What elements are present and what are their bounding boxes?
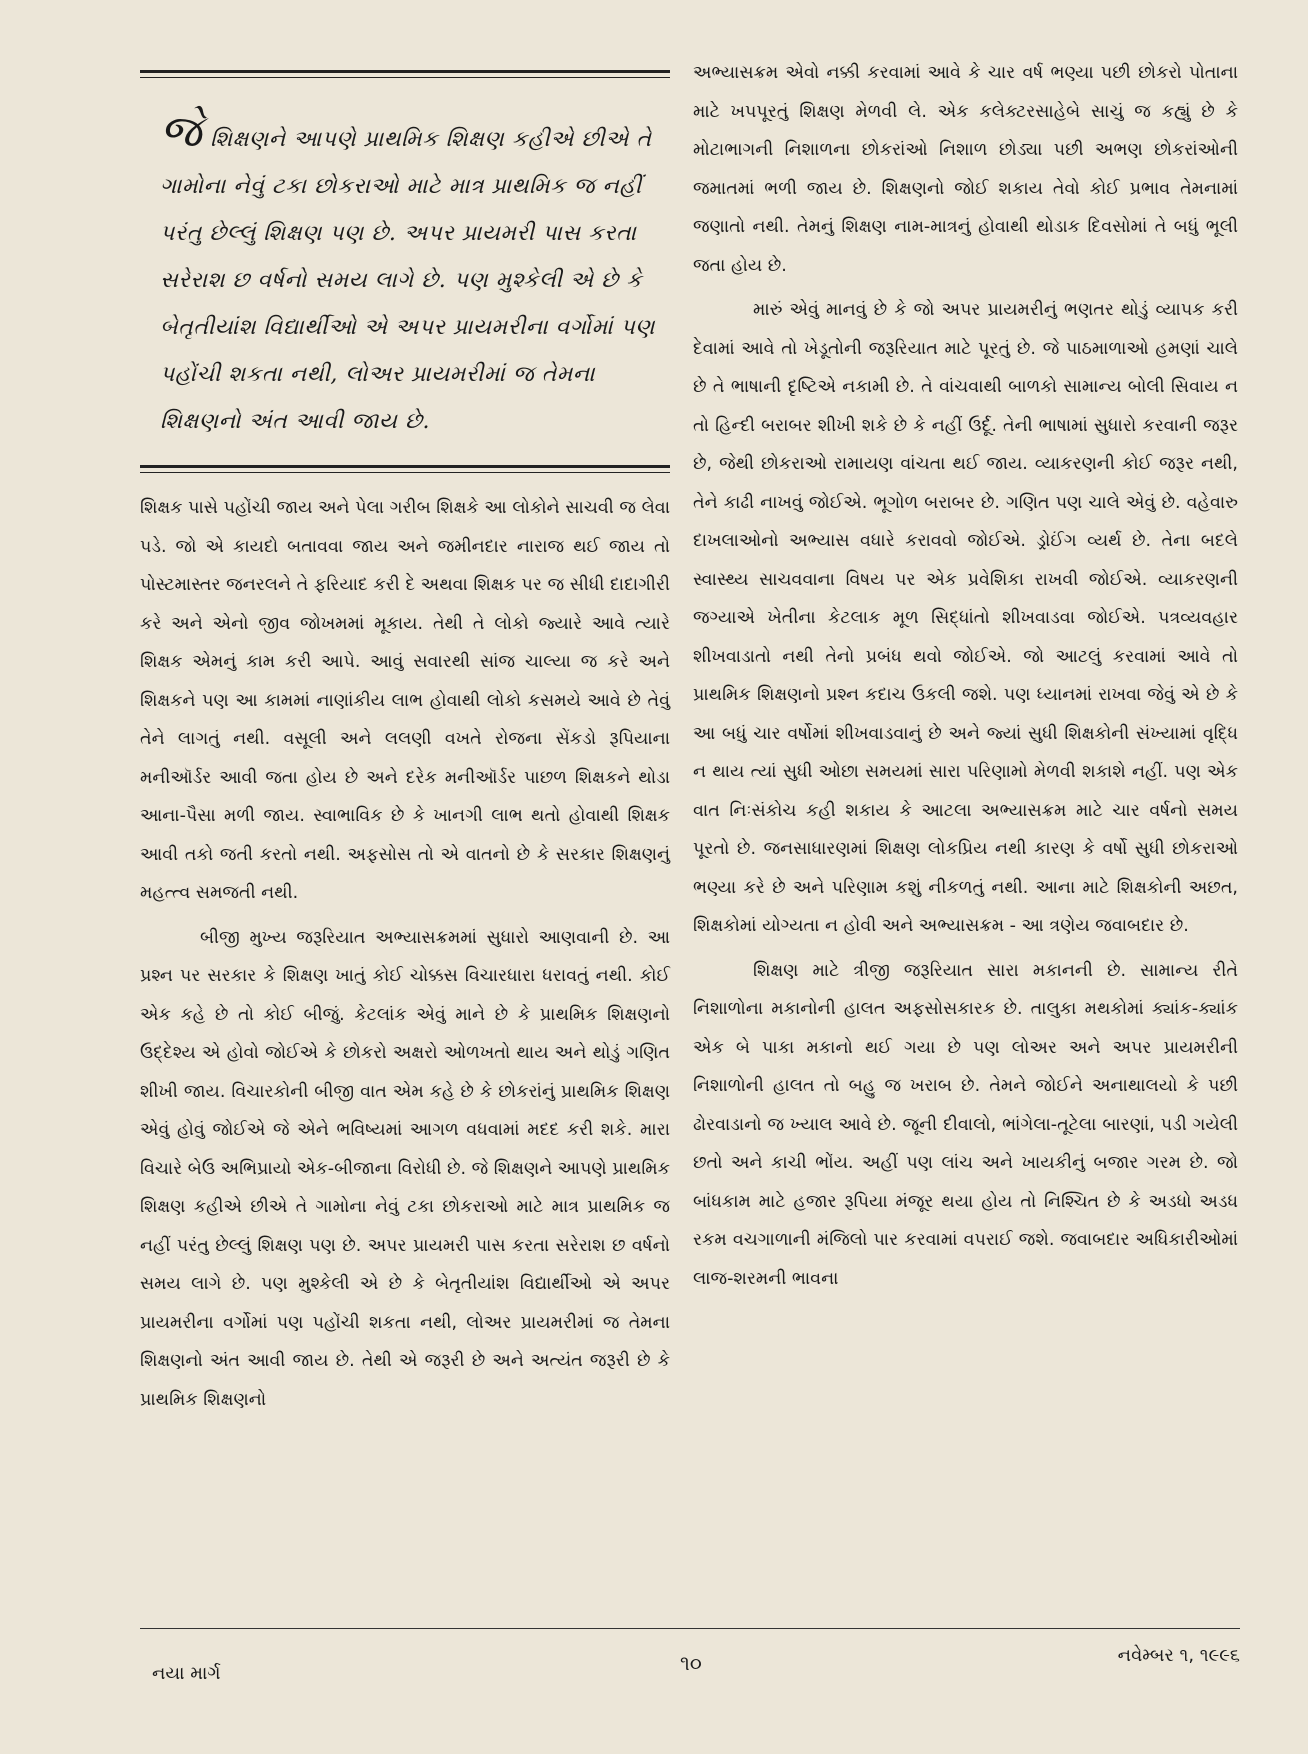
left-paragraph-1: શિક્ષક પાસે પહોંચી જાય અને પેલા ગરીબ શિક્ષકે આ લોકોને સાચવી જ લેવા પડે. જો એ કાયદો બતાવવા જાય અને જમીનદાર નારાજ થઈ જાય તો પોસ્ટમાસ્તર જનરલને તે ફરિયાદ કરી દે અથવા શિક્ષક પર જ સીધી દાદાગીરી કરે અને એનો જીવ જોખમમાં મૂકાય. તેથી તે લોકો જ્યારે આવે ત્યારે શિક્ષક એમનું કામ કરી આપે. આવું સવારથી સાંજ ચાલ્યા જ કરે અને શિક્ષકને પણ આ કામમાં નાણાંકીય લાભ હોવાથી લોકો કસમયે આવે છે તેવું તેને લાગતું નથી. વસૂલી અને લલણી વખતે રોજના સેંકડો રૂપિયાના મનીઑર્ડર આવી જતા હોય છે અને દરેક મનીઑર્ડર પાછળ શિક્ષકને થોડા આના-પૈસા મળી જાય. સ્વાભાવિક છે કે ખાનગી લાભ થતો હોવાથી શિક્ષક આવી તકો જતી કરતો નથી. અફસોસ તો એ વાતનો છે કે સરકાર શિક્ષણનું મહત્ત્વ સમજતી નથી. [140,498,670,903]
right-paragraph-2: મારું એવું માનવું છે કે જો અપર પ્રાયમરીનું ભણતર થોડું વ્યાપક કરી દેવામાં આવે તો ખેડૂતોની જરૂરિયાત માટે પૂરતું છે. જે પાઠમાળાઓ હમણાં ચાલે છે તે ભાષાની દૃષ્ટિએ નકામી છે. તે વાંચવાથી બાળકો સામાન્ય બોલી સિવાય ન તો હિન્દી બરાબર શીખી શકે છે કે નહીં ઉર્દૂ. તેની ભાષામાં સુધારો કરવાની જરૂર છે, જેથી છોકરાઓ રામાયણ વાંચતા થઈ જાય. વ્યાકરણની કોઈ જરૂર નથી, તેને કાઢી નાખવું જોઈએ. ભૂગોળ બરાબર છે. ગણિત પણ ચાલે એવું છે. વહેવારુ દાખલાઓનો અભ્યાસ વધારે કરાવવો જોઈએ. ડ્રોઈંગ વ્યર્થ છે. તેના બદલે સ્વાસ્થ્ય સાચવવાના વિષય પર એક પ્રવેશિકા રાખવી જોઈએ. વ્યાકરણની જગ્યાએ ખેતીના કેટલાક મૂળ સિદ્ધાંતો શીખવાડવા જોઈએ. પત્રવ્યવહાર શીખવાડાતો નથી તેનો પ્રબંધ થવો જોઈએ. જો આટલું કરવામાં આવે તો પ્રાથમિક શિક્ષણનો પ્રશ્ન કદાચ ઉકલી જશે. પણ ધ્યાનમાં રાખવા જેવું એ છે કે આ બધું ચાર વર્ષોમાં શીખવાડવાનું છે અને જ્યાં સુધી શિક્ષકોની સંખ્યામાં વૃદ્ધિ ન થાય ત્યાં સુધી ઓછા સમયમાં સારા પરિણામો મેળવી શકાશે નહીં. પણ એક વાત નિઃસંકોચ કહી શકાય કે આટલા અભ્યાસક્રમ માટે ચાર વર્ષનો સમય પૂરતો છે. જનસાધારણમાં શિક્ષણ લોકપ્રિય નથી કારણ કે વર્ષો સુધી છોકરાઓ ભણ્યા કરે છે અને પરિણામ કશું નીકળતું નથી. આના માટે શિક્ષકોની અછત, શિક્ષકોમાં યોગ્યતા ન હોવી અને અભ્યાસક્રમ - આ ત્રણેય જવાબદાર છે. [693,300,1238,936]
page-footer [140,1645,1240,1685]
left-column [140,70,670,1419]
pullquote-body: શિક્ષણને આપણે પ્રાથમિક શિક્ષણ કહીએ છીએ તે ગામોના નેવું ટકા છોકરાઓ માટે માત્ર પ્રાથમિક જ નહીં પરંતુ છેલ્લું શિક્ષણ પણ છે. અપર પ્રાયમરી પાસ કરતા સરેરાશ છ વર્ષનો સમય લાગે છે. પણ મુશ્કેલી એ છે કે બેતૃતીયાંશ વિદ્યાર્થીઓ એ અપર પ્રાયમરીના વર્ગોમાં પણ પહોંચી શકતા નથી, લોઅર પ્રાયમરીમાં જ તેમના શિક્ષણનો અંત આવી જાય છે. [160,127,655,434]
pullquote-dropcap: જે [160,106,203,157]
pullquote-bottom-rule [140,465,670,473]
right-paragraph-3: શિક્ષણ માટે ત્રીજી જરૂરિયાત સારા મકાનની છે. સામાન્ય રીતે નિશાળોના મકાનોની હાલત અફસોસકારક છે. તાલુકા મથકોમાં ક્યાંક-ક્યાંક એક બે પાકા મકાનો થઈ ગયા છે પણ લોઅર અને અપર પ્રાયમરીની નિશાળોની હાલત તો બહુ જ ખરાબ છે. તેમને જોઈને અનાથાલયો કે પછી ઢોરવાડાનો જ ખ્યાલ આવે છે. જૂની દીવાલો, ભાંગેલા-તૂટેલા બારણાં, પડી ગયેલી છતો અને કાચી ભોંય. અહીં પણ લાંચ અને ખાયકીનું બજાર ગરમ છે. જો બાંધકામ માટે હજાર રૂપિયા મંજૂર થયા હોય તો નિશ્ચિત છે કે અડધો અડધ રકમ વચગાળાની મંજિલો પાર કરવામાં વપરાઈ જશે. જવાબદાર અધિકારીઓમાં લાજ-શરમની ભાવના [693,960,1238,1289]
right-body-text [693,54,1238,1298]
right-paragraph-1: અભ્યાસક્રમ એવો નક્કી કરવામાં આવે કે ચાર વર્ષ ભણ્યા પછી છોકરો પોતાના માટે ખપપૂરતું શિક્ષણ મેળવી લે. એક કલેક્ટરસાહેબે સાચું જ કહ્યું છે કે મોટાભાગની નિશાળના છોકરાંઓ નિશાળ છોડ્યા પછી અભણ છોકરાંઓની જમાતમાં ભળી જાય છે. શિક્ષણનો જોઈ શકાય તેવો કોઈ પ્રભાવ તેમનામાં જણાતો નથી. તેમનું શિક્ષણ નામ-માત્રનું હોવાથી થોડાક દિવસોમાં તે બધું ભૂલી જતા હોય છે. [693,63,1238,276]
left-paragraph-2: બીજી મુખ્ય જરૂરિયાત અભ્યાસક્રમમાં સુધારો આણવાની છે. આ પ્રશ્ન પર સરકાર કે શિક્ષણ ખાતું કોઈ ચોક્કસ વિચારધારા ધરાવતું નથી. કોઈ એક કહે છે તો કોઈ બીજું. કેટલાંક એવું માને છે કે પ્રાથમિક શિક્ષણનો ઉદ્દેશ્ય એ હોવો જોઈએ કે છોકરો અક્ષરો ઓળખતો થાય અને થોડું ગણિત શીખી જાય. વિચારકોની બીજી વાત એમ કહે છે કે છોકરાંનું પ્રાથમિક શિક્ષણ એવું હોવું જોઈએ જે એને ભવિષ્યમાં આગળ વધવામાં મદદ કરી શકે. મારા વિચારે બેઉ અભિપ્રાયો એક-બીજાના વિરોધી છે. જે શિક્ષણને આપણે પ્રાથમિક શિક્ષણ કહીએ છીએ તે ગામોના નેવું ટકા છોકરાઓ માટે માત્ર પ્રાથમિક જ નહીં પરંતુ છેલ્લું શિક્ષણ પણ છે. અપર પ્રાયમરી પાસ કરતા સરેરાશ છ વર્ષનો સમય લાગે છે. પણ મુશ્કેલી એ છે કે બેતૃતીયાંશ વિદ્યાર્થીઓ એ અપર પ્રાયમરીના વર્ગોમાં પણ પહોંચી શકતા નથી, લોઅર પ્રાયમરીમાં જ તેમના શિક્ષણનો અંત આવી જાય છે. તેથી એ જરૂરી છે અને અત્યંત જરૂરી છે કે પ્રાથમિક શિક્ષણનો [140,927,670,1410]
footer-date: નવેમ્બર ૧, ૧૯૯૬ [1117,1645,1240,1666]
footer-publication: નયા માર્ગ [152,1663,221,1684]
pullquote-top-rule [140,70,670,78]
pullquote-text [160,108,660,445]
left-body-text [140,489,670,1419]
footer-page-number: ૧૦ [680,1651,702,1675]
footer-rule [140,1628,1240,1629]
pullquote [140,78,670,465]
right-column [693,54,1238,1298]
